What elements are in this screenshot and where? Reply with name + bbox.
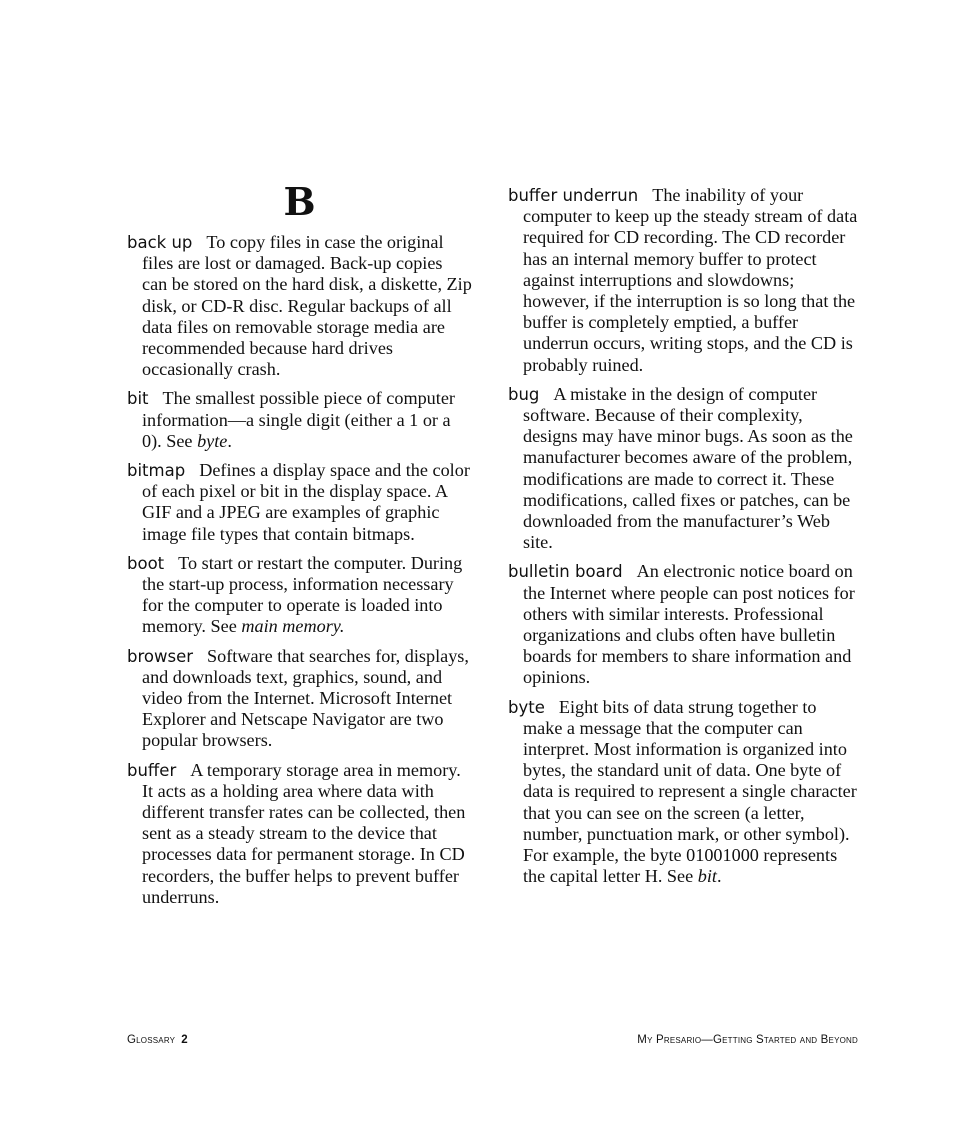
- glossary-entry: [508, 697, 858, 888]
- footer-section-label: Glossary: [127, 1034, 176, 1046]
- footer-book-title: My Presario—Getting Started and Beyond: [637, 1034, 858, 1046]
- glossary-definition: The smallest possible piece of computer information—a single digit (either a 1 or a 0). See: [142, 388, 455, 451]
- footer-right: [637, 1034, 858, 1046]
- glossary-entry: [127, 646, 472, 752]
- glossary-entry: [508, 561, 858, 688]
- glossary-term: back up: [127, 233, 193, 252]
- glossary-definition: Software that searches for, displays, and downloads text, graphics, sound, and video from the Internet. Microsoft Internet Explorer and Netscape Navigator are two popular browsers.: [142, 645, 469, 751]
- glossary-term: bug: [508, 384, 540, 404]
- glossary-term: buffer: [127, 760, 177, 780]
- see-also-reference: byte: [197, 430, 228, 451]
- glossary-term: browser: [127, 646, 194, 666]
- glossary-term: bulletin board: [508, 562, 623, 582]
- glossary-definition: To copy files in case the original files are lost or damaged. Back-up copies can be stored on the hard disk, a diskette, Zip disk, or CD-R disc. Regular backups of all data files on removable storage media are recommended because hard drives occasionally crash.: [142, 232, 472, 380]
- glossary-entry: [508, 384, 858, 554]
- glossary-entry: [127, 460, 472, 545]
- footer-page-number: 2: [181, 1034, 188, 1046]
- glossary-term: bitmap: [127, 461, 186, 481]
- glossary-entry: [127, 388, 472, 452]
- glossary-term: boot: [127, 553, 165, 573]
- footer-left: [127, 1034, 188, 1046]
- glossary-entry: [127, 553, 472, 638]
- glossary-definition: Defines a display space and the color of each pixel or bit in the display space. A GIF and a JPEG are examples of graphic image file types that contain bitmaps.: [142, 460, 470, 544]
- glossary-definition: An electronic notice board on the Internet where people can post notices for others with similar interests. Professional organizations and clubs often have bulletin boards for members to share information and opinions.: [523, 561, 855, 688]
- see-also-punctuation: .: [227, 430, 232, 451]
- glossary-entry: [127, 232, 472, 380]
- glossary-term: byte: [508, 697, 545, 717]
- glossary-definition: The inability of your computer to keep up the steady stream of data required for CD recording. The CD recorder has an internal memory buffer to protect against interruptions and slowdowns; however, if the interruption is so long that the buffer is completely emptied, a buffer underrun occurs, writing stops, and the CD is probably ruined.: [523, 185, 858, 375]
- see-also-reference: main memory.: [241, 616, 345, 637]
- right-column: [508, 185, 858, 896]
- left-column: [127, 180, 472, 916]
- glossary-entry: [508, 185, 858, 376]
- glossary-definition: A temporary storage area in memory. It acts as a holding area where data with different transfer rates can be collected, then sent as a steady stream to the device that processes data for permanent storage. In CD recorders, the buffer helps to prevent buffer underruns.: [142, 759, 466, 907]
- glossary-entry: [127, 760, 472, 908]
- see-also-reference: bit: [697, 866, 717, 887]
- glossary-definition: To start or restart the computer. During the start-up process, information necessary for the computer to operate is loaded into memory. See: [142, 552, 463, 637]
- glossary-definition: Eight bits of data strung together to make a message that the computer can interpret. Most information is organized into bytes, the standard unit of data. One byte of data is required to represent a single character that you can see on the screen (a letter, number, punctuation mark, or other symbol). For example, the byte 01001000 represents the capital letter H. See: [523, 696, 857, 887]
- see-also-punctuation: .: [716, 866, 722, 887]
- section-letter-heading: B: [283, 179, 316, 224]
- glossary-term: bit: [127, 389, 149, 409]
- glossary-definition: A mistake in the design of computer software. Because of their complexity, designs may have minor bugs. As soon as the manufacturer becomes aware of the problem, modifications are made to correct it. These modifications, called fixes or patches, can be downloaded from the manufacturer’s Web site.: [523, 383, 853, 553]
- glossary-term: buffer underrun: [508, 186, 639, 205]
- left-entry-list: [127, 232, 472, 908]
- right-entry-list: [508, 185, 858, 888]
